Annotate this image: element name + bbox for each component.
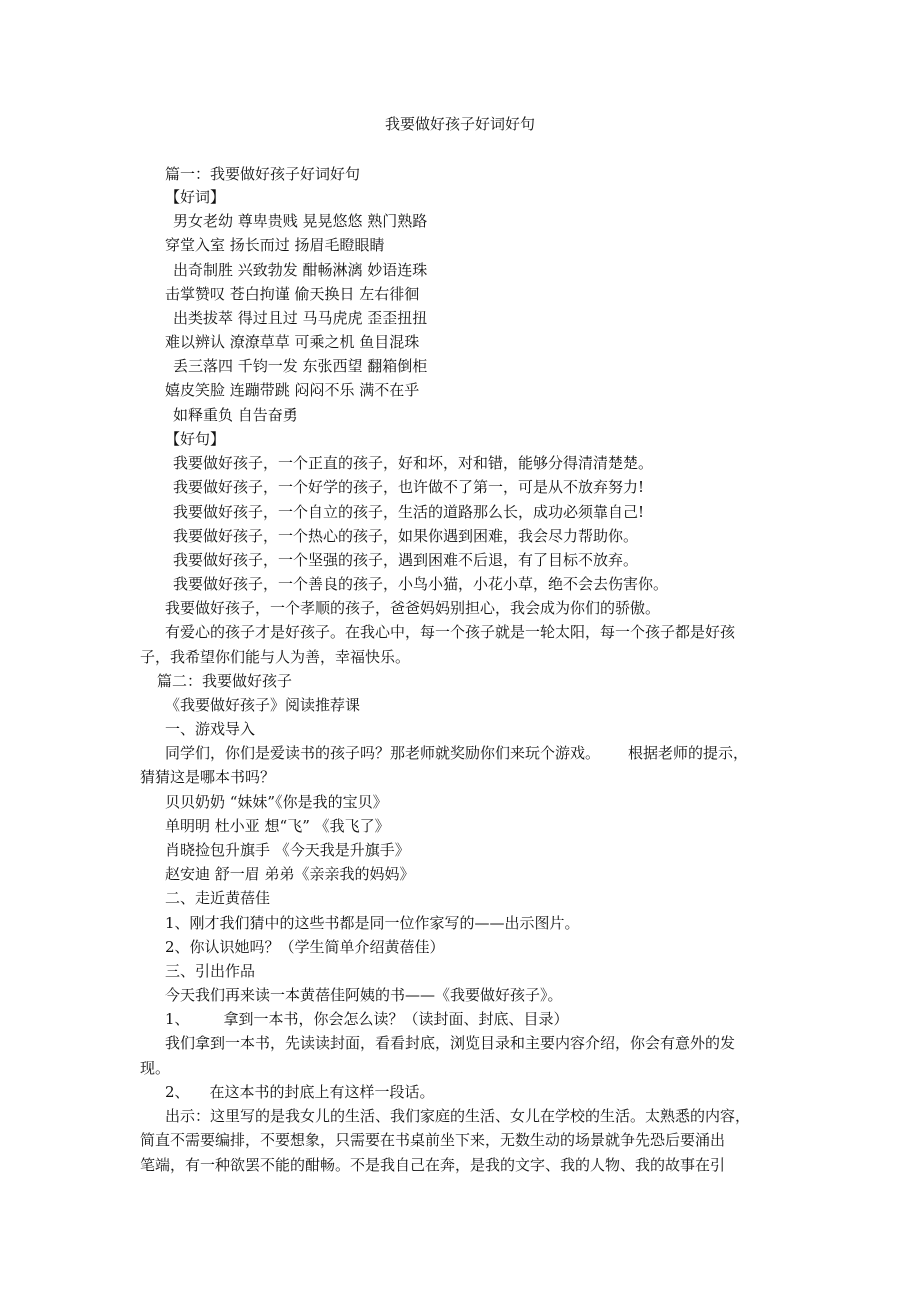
section-title: 一、游戏导入: [165, 720, 256, 738]
sentence-line: 我要做好孩子，一个热心的孩子，如果你遇到困难，我会尽力帮助你。: [173, 527, 639, 545]
numbered-item: [165, 1081, 435, 1103]
paragraph-line: 现。: [140, 1059, 171, 1077]
quote-line: 简直不需要编排，不要想象，只需要在书桌前坐下来，无数生动的场景就争先恐后要涌出: [140, 1131, 726, 1149]
words-label: 【好词】: [165, 188, 226, 206]
book-clue: 肖晓捡包升旗手 《今天我是升旗手》: [165, 841, 410, 859]
word-line: 出类拔萃 得过且过 马马虎虎 歪歪扭扭: [173, 309, 428, 327]
sentence-line: 我要做好孩子，一个孝顺的孩子，爸爸妈妈别担心，我会成为你们的骄傲。: [165, 599, 661, 617]
sentence-line: 我要做好孩子，一个善良的孩子，小鸟小猫，小花小草，绝不会去伤害你。: [173, 575, 669, 593]
word-line: 击掌赞叹 苍白拘谨 偷天换日 左右徘徊: [165, 285, 420, 303]
sentence-line: 我要做好孩子，一个坚强的孩子，遇到困难不后退，有了目标不放弃。: [173, 551, 639, 569]
sentences-label: 【好句】: [165, 430, 226, 448]
item-number: 2、: [165, 1083, 190, 1101]
list-item: 1、刚才我们猜中的这些书都是同一位作家写的——出示图片。: [165, 914, 580, 932]
item-text: 拿到一本书，你会怎么读？（读封面、封底、目录）: [223, 1010, 569, 1028]
item-number: 1、: [165, 1010, 190, 1028]
paragraph-segment: 同学们，你们是爱读书的孩子吗？那老师就奖励你们来玩个游戏。: [165, 744, 601, 762]
word-line: 难以辨认 潦潦草草 可乘之机 鱼目混珠: [165, 333, 420, 351]
part2-heading: 篇二：我要做好孩子: [157, 672, 293, 690]
list-item: 2、你认识她吗？（学生简单介绍黄蓓佳）: [165, 938, 445, 956]
quote-line: 笔端，有一种欲罢不能的酣畅。不是我自己在奔，是我的文字、我的人物、我的故事在引: [140, 1156, 726, 1174]
section-title: 三、引出作品: [165, 962, 256, 980]
closing-paragraph-line: 子，我希望你们能与人为善，幸福快乐。: [140, 648, 411, 666]
word-line: 穿堂入室 扬长而过 扬眉毛瞪眼睛: [165, 236, 385, 254]
part1-heading: 篇一：我要做好孩子好词好句: [165, 165, 361, 183]
book-clue: 单明明 杜小亚 想“飞” 《我飞了》: [165, 817, 390, 835]
paragraph-line: 今天我们再来读一本黄蓓佳阿姨的书——《我要做好孩子》。: [165, 986, 563, 1004]
word-line: 男女老幼 尊卑贵贱 晃晃悠悠 熟门熟路: [173, 212, 428, 230]
section-title: 二、走近黄蓓佳: [165, 889, 271, 907]
word-line: 如释重负 自告奋勇: [173, 406, 298, 424]
paragraph-line: [165, 742, 748, 764]
lesson-subtitle: 《我要做好孩子》阅读推荐课: [165, 696, 361, 714]
sentence-line: 我要做好孩子，一个自立的孩子，生活的道路那么长，成功必须靠自己!: [173, 503, 645, 521]
book-clue: 贝贝奶奶 “妹妹”《你是我的宝贝》: [165, 793, 388, 811]
item-text: 在这本书的封底上有这样一段话。: [209, 1083, 435, 1101]
paragraph-line: 猜猜这是哪本书吗？: [140, 768, 276, 786]
word-line: 丢三落四 千钧一发 东张西望 翻箱倒柜: [173, 357, 428, 375]
paragraph-segment: 根据老师的提示，: [628, 744, 749, 762]
word-line: 出奇制胜 兴致勃发 酣畅淋漓 妙语连珠: [173, 261, 428, 279]
book-clue: 赵安迪 舒一眉 弟弟《亲亲我的妈妈》: [165, 865, 415, 883]
paragraph-line: 我们拿到一本书，先读读封面，看看封底，浏览目录和主要内容介绍，你会有意外的发: [165, 1034, 736, 1052]
word-line: 嬉皮笑脸 连蹦带跳 闷闷不乐 满不在乎: [165, 381, 420, 399]
quote-line: 出示：这里写的是我女儿的生活、我们家庭的生活、女儿在学校的生活。太熟悉的内容，: [165, 1107, 751, 1125]
closing-paragraph-line: 有爱心的孩子才是好孩子。在我心中，每一个孩子就是一轮太阳，每一个孩子都是好孩: [165, 623, 736, 641]
numbered-item: [165, 1008, 569, 1030]
sentence-line: 我要做好孩子，一个正直的孩子，好和坏，对和错，能够分得清清楚楚。: [173, 454, 654, 472]
sentence-line: 我要做好孩子，一个好学的孩子，也许做不了第一，可是从不放弃努力!: [173, 478, 645, 496]
document-title: 我要做好孩子好词好句: [384, 115, 535, 133]
